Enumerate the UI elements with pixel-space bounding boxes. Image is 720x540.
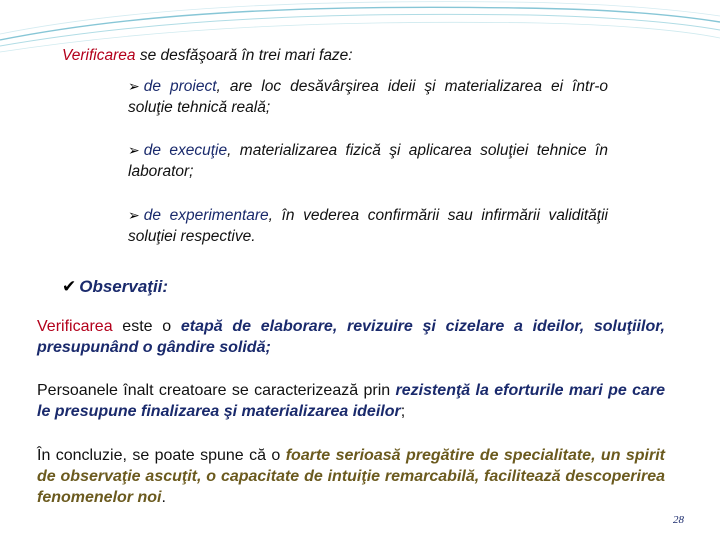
phase-term: de proiect: [143, 78, 217, 95]
para-emphasis: foarte serioasă pregătire de specialitate, un spirit de observaţie ascuţit, o capacitate de intuiţie remarcabilă, facilitează descoperirea fenomenelor noi: [37, 447, 665, 506]
para-end: ;: [400, 403, 406, 420]
para-emphasis: rezistenţă la eforturile mari pe care le presupune finalizarea şi materializarea ideilor: [37, 382, 666, 420]
para-text: este o: [112, 318, 181, 335]
phase-description: , are loc desăvârşirea ideii şi materializarea ei într-o soluţie tehnică reală;: [128, 78, 608, 116]
page-number: 28: [673, 514, 684, 526]
para-emphasis: etapă de elaborare, revizuire şi cizelare a ideilor, soluţiilor, presupunând o gândire solidă;: [37, 318, 666, 356]
paragraph-persoanele: [37, 380, 665, 422]
phase-term: de experimentare: [143, 207, 269, 224]
para-text: În concluzie, se poate spune că o: [37, 447, 286, 464]
phase-description: , în vederea confirmării sau infirmării validităţii soluţiei respective.: [128, 207, 608, 245]
paragraph-verificarea: [37, 316, 665, 358]
paragraph-concluzie: [37, 445, 665, 508]
phase-description: , materializarea fizică şi aplicarea soluţiei tehnice în laborator;: [128, 142, 608, 180]
para-term: Verificarea: [37, 318, 113, 335]
phase-item-proiect: [128, 76, 608, 118]
phase-term: de execuţie: [143, 142, 228, 159]
heading-line: [62, 46, 622, 66]
heading-rest: se desfăşoară în trei mari faze:: [135, 47, 353, 64]
observations-heading: [62, 276, 168, 298]
para-text: Persoanele înalt creatoare se caracterizează prin: [37, 382, 396, 399]
arrow-icon: ➢: [128, 142, 140, 158]
phase-item-experimentare: [128, 205, 608, 247]
checkmark-icon: ✔: [62, 277, 77, 296]
observations-label: Observaţii:: [79, 277, 169, 296]
heading-term: Verificarea: [62, 47, 136, 64]
arrow-icon: ➢: [128, 207, 140, 223]
phase-item-executie: [128, 140, 608, 182]
arrow-icon: ➢: [128, 78, 140, 94]
para-end: .: [161, 489, 166, 506]
